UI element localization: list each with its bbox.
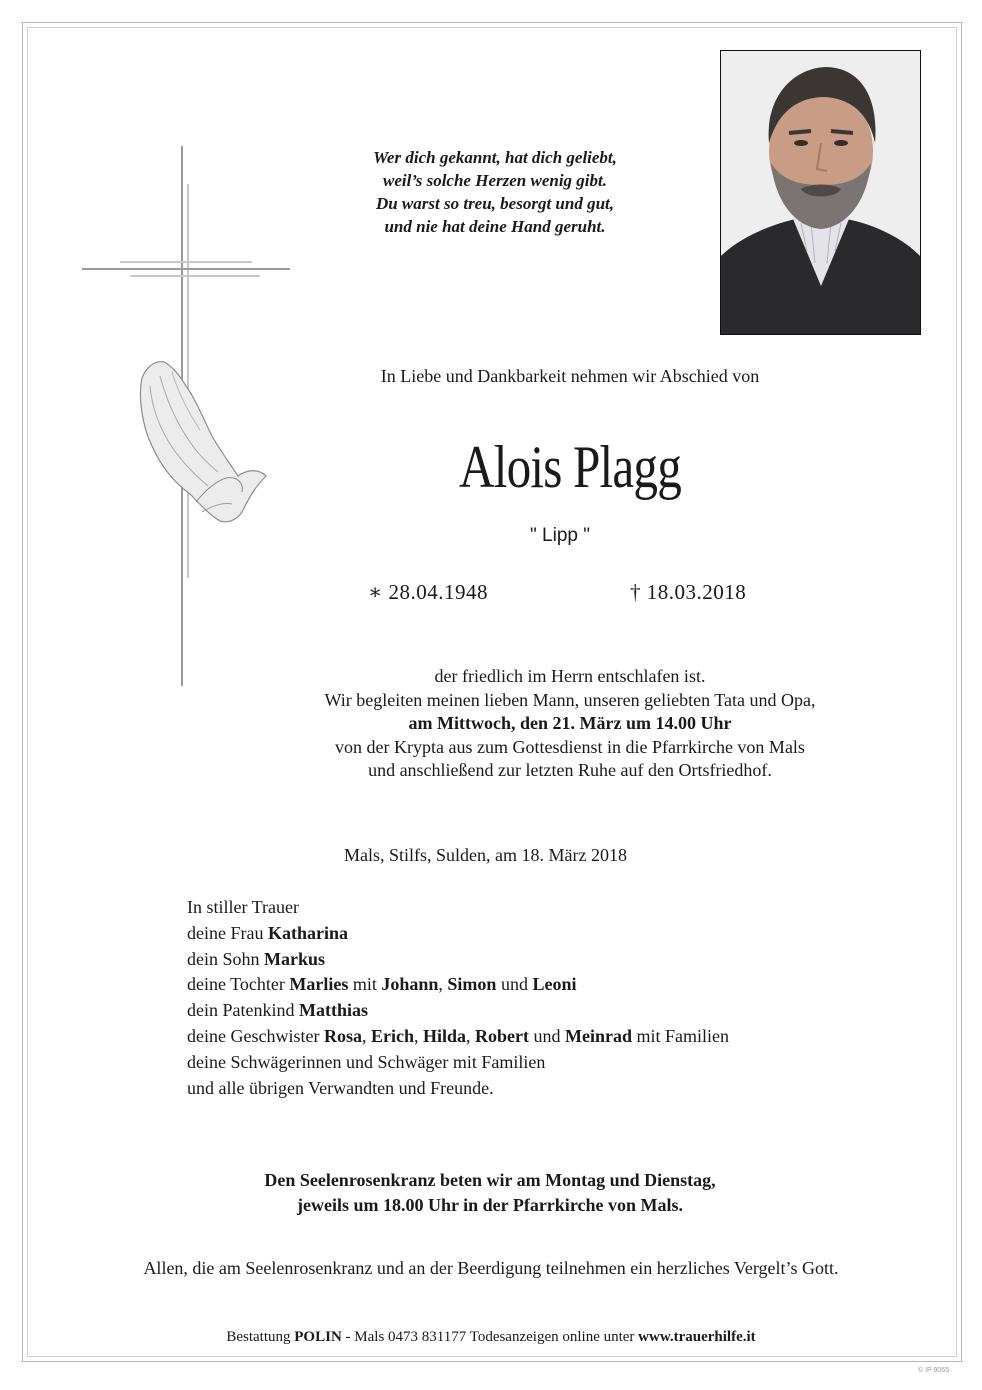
mourner-line: deine Tochter Marlies mit Johann, Simon und Leoni: [187, 974, 577, 995]
mourner-name: Meinrad: [564, 1025, 632, 1046]
mourner-name: Rosa: [323, 1025, 362, 1046]
praying-hands-icon: [140, 362, 266, 522]
mourner-line: und alle übrigen Verwandten und Freunde.: [187, 1077, 494, 1098]
rosary-notice: [190, 1168, 790, 1217]
farewell-intro: In Liebe und Dankbarkeit nehmen wir Abschied von: [380, 366, 760, 386]
funeral-home-name: POLIN: [294, 1329, 342, 1345]
mourner-name: Simon: [447, 974, 497, 995]
portrait-photo: [720, 50, 921, 335]
funeral-line: und anschließend zur letzten Ruhe auf den Ortsfriedhof.: [368, 760, 772, 780]
poem-line: weil’s solche Herzen wenig gibt.: [383, 171, 607, 190]
mourner-name: Marlies: [289, 974, 349, 995]
mourner-name: Erich: [370, 1025, 414, 1046]
mourner-name: Markus: [264, 948, 326, 969]
mourner-name: Johann: [381, 974, 439, 995]
birth-date: ∗ 28.04.1948: [368, 580, 489, 604]
mourner-line: dein Sohn Markus: [187, 948, 326, 969]
memorial-poem: [330, 146, 660, 238]
mourner-name: Matthias: [298, 1000, 368, 1021]
rosary-line: jeweils um 18.00 Uhr in der Pfarrkirche von Mals.: [297, 1194, 683, 1215]
poem-line: und nie hat deine Hand geruht.: [384, 217, 606, 236]
website-link: www.trauerhilfe.it: [638, 1329, 756, 1345]
mourner-name: Robert: [474, 1025, 529, 1046]
thanks-note: Allen, die am Seelenrosenkranz und an der Beerdigung teilnehmen ein herzliches Vergelt’s Gott.: [143, 1258, 839, 1278]
mourner-line: dein Patenkind Matthias: [187, 1000, 368, 1021]
mourner-name: Leoni: [532, 974, 577, 995]
funeral-date-time: am Mittwoch, den 21. März um 14.00 Uhr: [408, 713, 732, 733]
mourner-line: deine Geschwister Rosa, Erich, Hilda, Robert und Meinrad mit Familien: [187, 1025, 729, 1046]
mourners-list: [187, 895, 729, 1101]
deceased-name: Alois Plagg: [459, 434, 681, 500]
funeral-home-footer: Bestattung POLIN - Mals 0473 831177 Todesanzeigen online unter www.trauerhilfe.it: [226, 1329, 756, 1345]
mourner-name: Katharina: [267, 922, 348, 943]
funeral-line: von der Krypta aus zum Gottesdienst in die Pfarrkirche von Mals: [335, 736, 805, 757]
document-code: © IP 9065: [918, 1367, 950, 1374]
mourner-line: deine Schwägerinnen und Schwäger mit Familien: [187, 1051, 546, 1072]
funeral-line: der friedlich im Herrn entschlafen ist.: [434, 666, 706, 686]
place-and-date: Mals, Stilfs, Sulden, am 18. März 2018: [344, 845, 627, 865]
mourner-line: deine Frau Katharina: [187, 922, 348, 943]
rosary-line: Den Seelenrosenkranz beten wir am Montag und Dienstag,: [264, 1170, 716, 1190]
funeral-notice: [250, 665, 890, 783]
death-date: † 18.03.2018: [630, 580, 747, 604]
poem-line: Wer dich gekannt, hat dich geliebt,: [373, 148, 617, 167]
deceased-nickname: " Lipp ": [530, 525, 590, 546]
funeral-line: Wir begleiten meinen lieben Mann, unseren geliebten Tata und Opa,: [324, 689, 816, 710]
poem-line: Du warst so treu, besorgt und gut,: [375, 194, 615, 213]
cross-icon: [80, 146, 295, 691]
mourner-name: Hilda: [422, 1025, 466, 1046]
mourner-line: In stiller Trauer: [187, 897, 299, 917]
